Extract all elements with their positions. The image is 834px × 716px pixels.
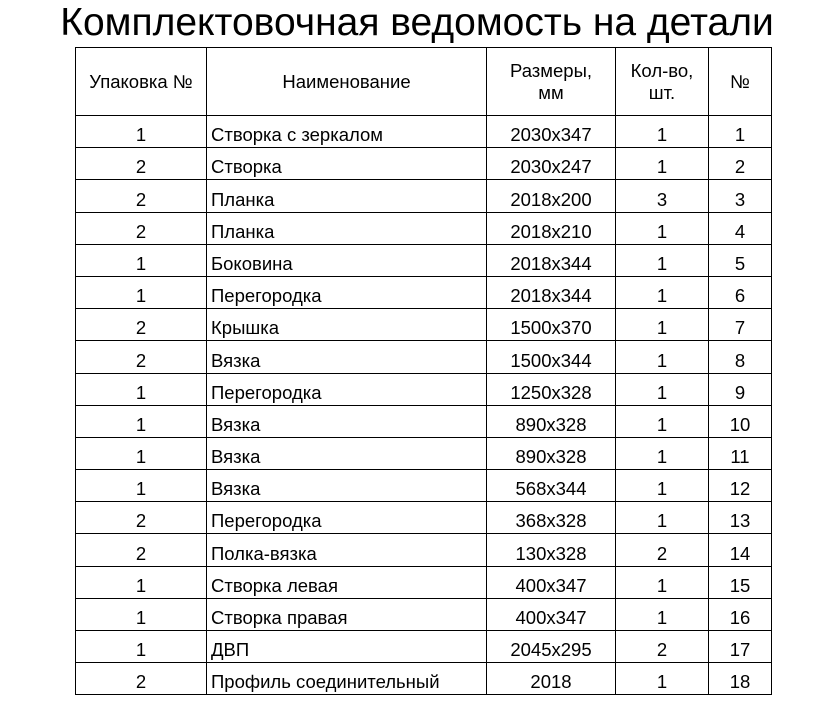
cell-size: 2018х344 bbox=[487, 244, 616, 276]
parts-table bbox=[75, 47, 772, 695]
cell-qty: 3 bbox=[616, 180, 709, 212]
cell-name: Вязка bbox=[207, 405, 487, 437]
cell-size: 368х328 bbox=[487, 502, 616, 534]
cell-size: 1500х344 bbox=[487, 341, 616, 373]
table-row bbox=[76, 566, 772, 598]
cell-qty: 1 bbox=[616, 663, 709, 695]
cell-name: Профиль соединительный bbox=[207, 663, 487, 695]
cell-name: Створка с зеркалом bbox=[207, 116, 487, 148]
cell-pack: 1 bbox=[76, 373, 207, 405]
cell-name: Планка bbox=[207, 212, 487, 244]
cell-size: 2030х347 bbox=[487, 116, 616, 148]
cell-qty: 1 bbox=[616, 373, 709, 405]
cell-num: 9 bbox=[709, 373, 772, 405]
cell-qty: 1 bbox=[616, 276, 709, 308]
cell-qty: 1 bbox=[616, 309, 709, 341]
cell-pack: 1 bbox=[76, 631, 207, 663]
header-name: Наименование bbox=[207, 48, 487, 116]
cell-qty: 1 bbox=[616, 116, 709, 148]
cell-num: 10 bbox=[709, 405, 772, 437]
cell-pack: 1 bbox=[76, 244, 207, 276]
cell-pack: 1 bbox=[76, 276, 207, 308]
cell-qty: 1 bbox=[616, 244, 709, 276]
header-pack: Упаковка № bbox=[76, 48, 207, 116]
header-qty bbox=[616, 48, 709, 116]
header-qty-line2: шт. bbox=[648, 81, 676, 103]
table-row bbox=[76, 663, 772, 695]
cell-pack: 2 bbox=[76, 341, 207, 373]
cell-size: 2018х210 bbox=[487, 212, 616, 244]
cell-num: 12 bbox=[709, 470, 772, 502]
table-row bbox=[76, 309, 772, 341]
cell-qty: 2 bbox=[616, 534, 709, 566]
cell-qty: 1 bbox=[616, 341, 709, 373]
table-row bbox=[76, 244, 772, 276]
table-row bbox=[76, 631, 772, 663]
cell-size: 890х328 bbox=[487, 405, 616, 437]
table-row bbox=[76, 341, 772, 373]
table-row bbox=[76, 405, 772, 437]
cell-size: 130х328 bbox=[487, 534, 616, 566]
table-header-row bbox=[76, 48, 772, 116]
header-qty-line1: Кол-во, bbox=[630, 59, 694, 81]
cell-num: 15 bbox=[709, 566, 772, 598]
table-body bbox=[76, 116, 772, 695]
cell-num: 8 bbox=[709, 341, 772, 373]
cell-pack: 2 bbox=[76, 663, 207, 695]
cell-size: 1500х370 bbox=[487, 309, 616, 341]
cell-name: Крышка bbox=[207, 309, 487, 341]
cell-name: Перегородка bbox=[207, 502, 487, 534]
cell-num: 5 bbox=[709, 244, 772, 276]
cell-qty: 1 bbox=[616, 566, 709, 598]
cell-size: 2030х247 bbox=[487, 148, 616, 180]
cell-qty: 2 bbox=[616, 631, 709, 663]
cell-qty: 1 bbox=[616, 598, 709, 630]
cell-num: 2 bbox=[709, 148, 772, 180]
table-row bbox=[76, 116, 772, 148]
table-row bbox=[76, 180, 772, 212]
page-title: Комплектовочная ведомость на детали bbox=[60, 1, 774, 44]
table-row bbox=[76, 148, 772, 180]
cell-name: Перегородка bbox=[207, 373, 487, 405]
cell-pack: 2 bbox=[76, 212, 207, 244]
cell-num: 7 bbox=[709, 309, 772, 341]
cell-size: 400х347 bbox=[487, 566, 616, 598]
cell-pack: 1 bbox=[76, 405, 207, 437]
cell-num: 18 bbox=[709, 663, 772, 695]
cell-name: Полка-вязка bbox=[207, 534, 487, 566]
cell-name: Перегородка bbox=[207, 276, 487, 308]
cell-size: 2045х295 bbox=[487, 631, 616, 663]
table-row bbox=[76, 276, 772, 308]
cell-name: Боковина bbox=[207, 244, 487, 276]
cell-pack: 1 bbox=[76, 470, 207, 502]
cell-pack: 1 bbox=[76, 437, 207, 469]
cell-size: 2018х344 bbox=[487, 276, 616, 308]
cell-num: 14 bbox=[709, 534, 772, 566]
cell-pack: 2 bbox=[76, 502, 207, 534]
cell-qty: 1 bbox=[616, 437, 709, 469]
cell-name: Вязка bbox=[207, 341, 487, 373]
table-row bbox=[76, 470, 772, 502]
cell-size: 400х347 bbox=[487, 598, 616, 630]
cell-name: Вязка bbox=[207, 470, 487, 502]
cell-name: Створка bbox=[207, 148, 487, 180]
table-row bbox=[76, 534, 772, 566]
header-size-line1: Размеры, bbox=[509, 59, 593, 81]
header-size-line2: мм bbox=[538, 81, 564, 103]
table-row bbox=[76, 598, 772, 630]
cell-num: 17 bbox=[709, 631, 772, 663]
table-row bbox=[76, 373, 772, 405]
cell-num: 4 bbox=[709, 212, 772, 244]
cell-size: 568х344 bbox=[487, 470, 616, 502]
header-num: № bbox=[709, 48, 772, 116]
cell-qty: 1 bbox=[616, 405, 709, 437]
cell-name: Вязка bbox=[207, 437, 487, 469]
cell-num: 3 bbox=[709, 180, 772, 212]
cell-num: 1 bbox=[709, 116, 772, 148]
cell-num: 11 bbox=[709, 437, 772, 469]
cell-size: 2018х200 bbox=[487, 180, 616, 212]
cell-size: 890х328 bbox=[487, 437, 616, 469]
cell-qty: 1 bbox=[616, 212, 709, 244]
cell-name: ДВП bbox=[207, 631, 487, 663]
cell-qty: 1 bbox=[616, 470, 709, 502]
cell-name: Планка bbox=[207, 180, 487, 212]
table-row bbox=[76, 502, 772, 534]
cell-num: 6 bbox=[709, 276, 772, 308]
cell-pack: 1 bbox=[76, 598, 207, 630]
cell-pack: 2 bbox=[76, 148, 207, 180]
table-row bbox=[76, 437, 772, 469]
header-size bbox=[487, 48, 616, 116]
cell-name: Створка правая bbox=[207, 598, 487, 630]
cell-num: 13 bbox=[709, 502, 772, 534]
cell-pack: 1 bbox=[76, 566, 207, 598]
cell-size: 1250х328 bbox=[487, 373, 616, 405]
cell-size: 2018 bbox=[487, 663, 616, 695]
cell-pack: 2 bbox=[76, 180, 207, 212]
cell-name: Створка левая bbox=[207, 566, 487, 598]
cell-qty: 1 bbox=[616, 502, 709, 534]
cell-num: 16 bbox=[709, 598, 772, 630]
table-row bbox=[76, 212, 772, 244]
cell-qty: 1 bbox=[616, 148, 709, 180]
cell-pack: 1 bbox=[76, 116, 207, 148]
cell-pack: 2 bbox=[76, 309, 207, 341]
cell-pack: 2 bbox=[76, 534, 207, 566]
